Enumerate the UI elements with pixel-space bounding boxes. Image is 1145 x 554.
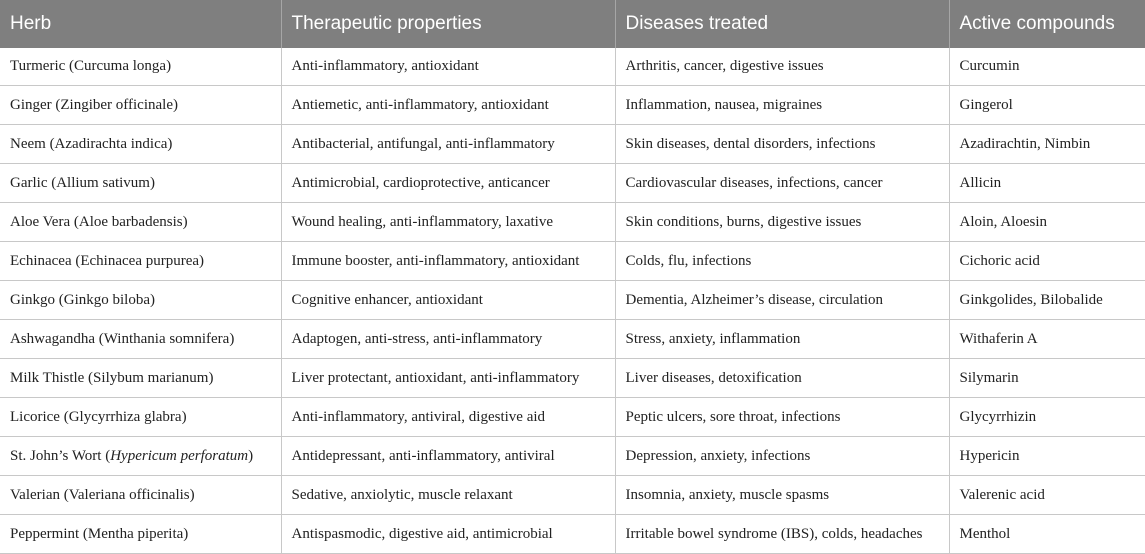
header-diseases-treated: Diseases treated (615, 0, 949, 48)
table-row (0, 515, 1145, 554)
therapeutic-properties-cell: Wound healing, anti-inflammatory, laxative (281, 203, 615, 242)
herb-cell: St. John’s Wort (Hypericum perforatum) (0, 437, 281, 476)
therapeutic-properties-cell: Antibacterial, antifungal, anti-inflammatory (281, 125, 615, 164)
therapeutic-properties-cell: Liver protectant, antioxidant, anti-inflammatory (281, 359, 615, 398)
table-row (0, 86, 1145, 125)
therapeutic-properties-cell: Cognitive enhancer, antioxidant (281, 281, 615, 320)
therapeutic-properties-cell: Anti-inflammatory, antiviral, digestive aid (281, 398, 615, 437)
table-row (0, 398, 1145, 437)
diseases-treated-cell: Stress, anxiety, inflammation (615, 320, 949, 359)
table-row (0, 281, 1145, 320)
header-row (0, 0, 1145, 48)
herb-cell: Ginger (Zingiber officinale) (0, 86, 281, 125)
therapeutic-properties-cell: Immune booster, anti-inflammatory, antioxidant (281, 242, 615, 281)
herb-cell: Aloe Vera (Aloe barbadensis) (0, 203, 281, 242)
table-row (0, 164, 1145, 203)
active-compounds-cell: Azadirachtin, Nimbin (949, 125, 1145, 164)
table-row (0, 476, 1145, 515)
herb-cell: Neem (Azadirachta indica) (0, 125, 281, 164)
herb-cell: Milk Thistle (Silybum marianum) (0, 359, 281, 398)
header-therapeutic-properties: Therapeutic properties (281, 0, 615, 48)
table-row (0, 320, 1145, 359)
therapeutic-properties-cell: Anti-inflammatory, antioxidant (281, 48, 615, 86)
herb-cell: Ginkgo (Ginkgo biloba) (0, 281, 281, 320)
herb-cell: Valerian (Valeriana officinalis) (0, 476, 281, 515)
active-compounds-cell: Ginkgolides, Bilobalide (949, 281, 1145, 320)
diseases-treated-cell: Inflammation, nausea, migraines (615, 86, 949, 125)
table-row (0, 437, 1145, 476)
diseases-treated-cell: Colds, flu, infections (615, 242, 949, 281)
header-active-compounds: Active compounds (949, 0, 1145, 48)
active-compounds-cell: Cichoric acid (949, 242, 1145, 281)
active-compounds-cell: Withaferin A (949, 320, 1145, 359)
therapeutic-properties-cell: Antidepressant, anti-inflammatory, antiviral (281, 437, 615, 476)
active-compounds-cell: Menthol (949, 515, 1145, 554)
herb-cell: Garlic (Allium sativum) (0, 164, 281, 203)
diseases-treated-cell: Arthritis, cancer, digestive issues (615, 48, 949, 86)
diseases-treated-cell: Peptic ulcers, sore throat, infections (615, 398, 949, 437)
table-body (0, 48, 1145, 554)
diseases-treated-cell: Liver diseases, detoxification (615, 359, 949, 398)
diseases-treated-cell: Dementia, Alzheimer’s disease, circulation (615, 281, 949, 320)
herb-cell: Echinacea (Echinacea purpurea) (0, 242, 281, 281)
table-row (0, 242, 1145, 281)
herb-cell: Peppermint (Mentha piperita) (0, 515, 281, 554)
header-herb: Herb (0, 0, 281, 48)
diseases-treated-cell: Cardiovascular diseases, infections, cancer (615, 164, 949, 203)
active-compounds-cell: Aloin, Aloesin (949, 203, 1145, 242)
therapeutic-properties-cell: Adaptogen, anti-stress, anti-inflammatory (281, 320, 615, 359)
active-compounds-cell: Valerenic acid (949, 476, 1145, 515)
diseases-treated-cell: Skin diseases, dental disorders, infections (615, 125, 949, 164)
active-compounds-cell: Gingerol (949, 86, 1145, 125)
active-compounds-cell: Hypericin (949, 437, 1145, 476)
therapeutic-properties-cell: Sedative, anxiolytic, muscle relaxant (281, 476, 615, 515)
active-compounds-cell: Curcumin (949, 48, 1145, 86)
table-row (0, 125, 1145, 164)
herb-cell: Licorice (Glycyrrhiza glabra) (0, 398, 281, 437)
active-compounds-cell: Allicin (949, 164, 1145, 203)
table-row (0, 48, 1145, 86)
table-row (0, 359, 1145, 398)
table-header (0, 0, 1145, 48)
therapeutic-properties-cell: Antimicrobial, cardioprotective, anticancer (281, 164, 615, 203)
diseases-treated-cell: Depression, anxiety, infections (615, 437, 949, 476)
table-row (0, 203, 1145, 242)
herb-cell: Ashwagandha (Winthania somnifera) (0, 320, 281, 359)
scientific-name: Hypericum perforatum (110, 447, 249, 464)
active-compounds-cell: Silymarin (949, 359, 1145, 398)
therapeutic-properties-cell: Antiemetic, anti-inflammatory, antioxidant (281, 86, 615, 125)
active-compounds-cell: Glycyrrhizin (949, 398, 1145, 437)
diseases-treated-cell: Insomnia, anxiety, muscle spasms (615, 476, 949, 515)
therapeutic-properties-cell: Antispasmodic, digestive aid, antimicrobial (281, 515, 615, 554)
diseases-treated-cell: Skin conditions, burns, digestive issues (615, 203, 949, 242)
herb-cell: Turmeric (Curcuma longa) (0, 48, 281, 86)
diseases-treated-cell: Irritable bowel syndrome (IBS), colds, headaches (615, 515, 949, 554)
